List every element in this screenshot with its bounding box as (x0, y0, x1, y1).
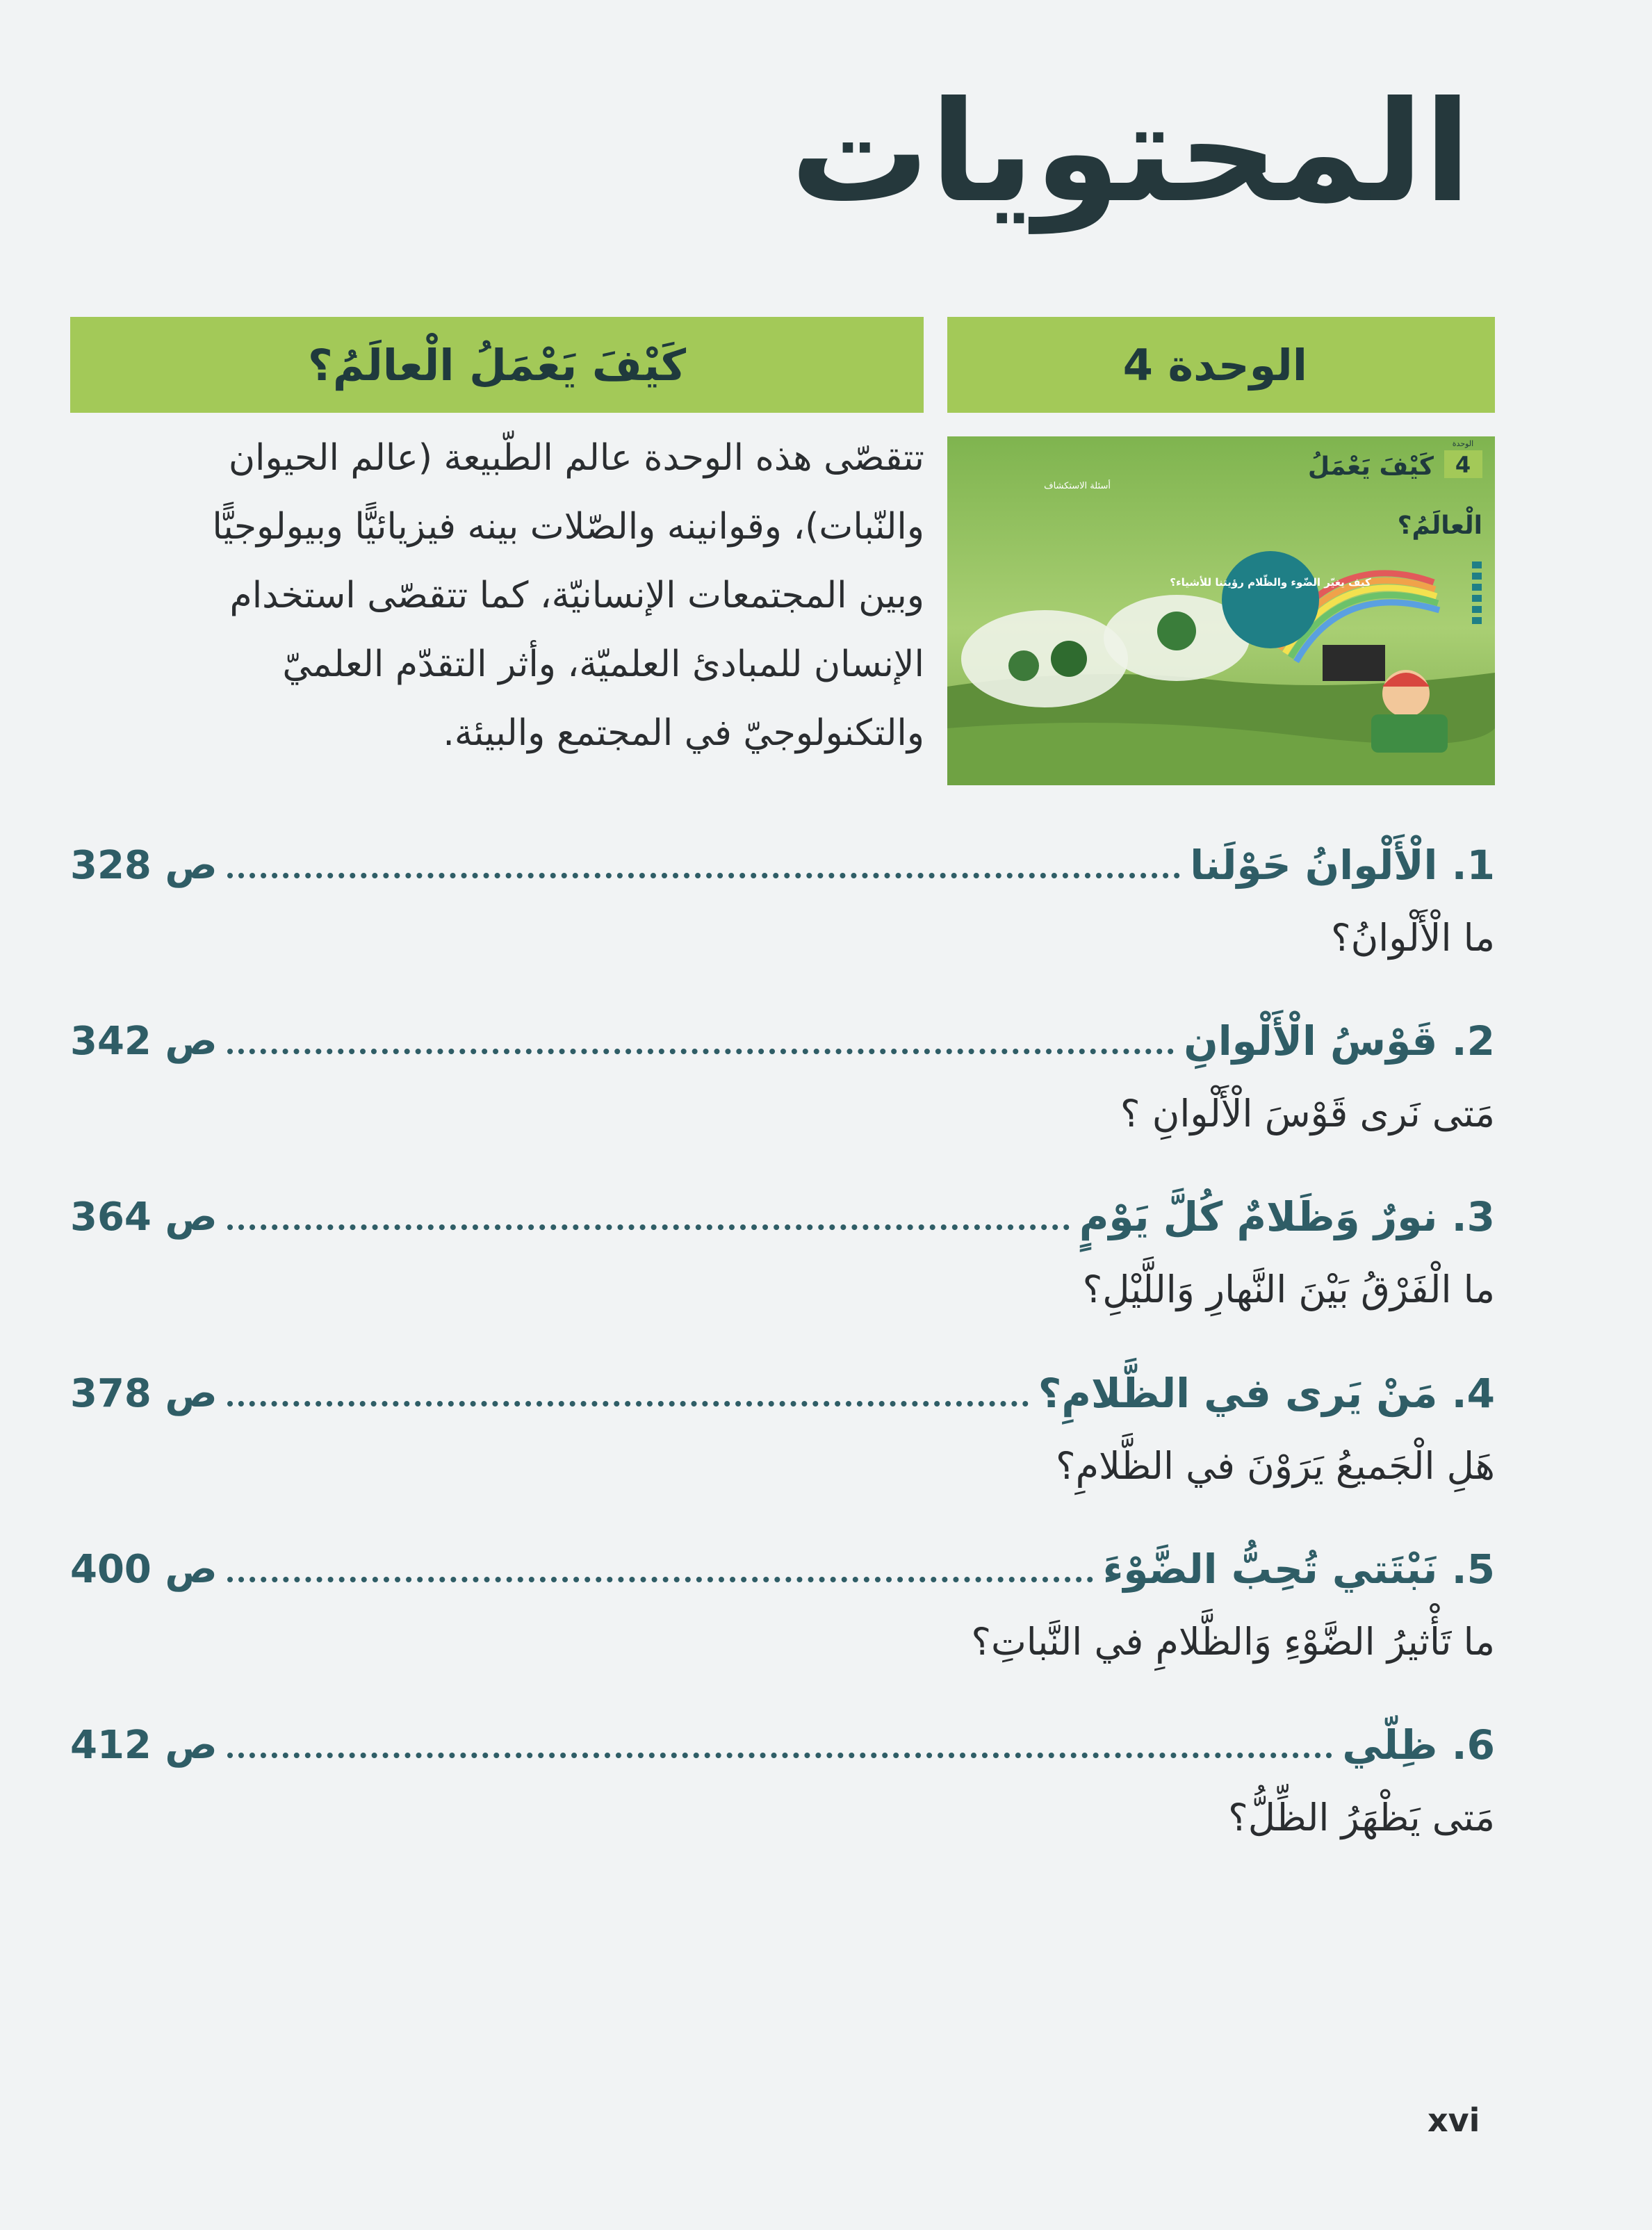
page-title: المحتويات (790, 72, 1471, 233)
toc-entry-row[interactable] (70, 1010, 1495, 1072)
intro-line: تتقصّى هذه الوحدة عالم الطّبيعة (عالم الحيوان (228, 437, 924, 479)
plant-pot-icon (1051, 641, 1087, 677)
toc-entry-row[interactable] (70, 1714, 1495, 1776)
thought-cloud-left (961, 610, 1128, 707)
question-bubble-text: كيف يغيّر الضّوء والظّلام رؤيتنا للأشياء؟ (1170, 576, 1371, 589)
lesson-question: مَتى نَرى قَوْسَ الْأَلْوانِ ؟ (1120, 1092, 1495, 1136)
plant-pot-icon (1008, 650, 1039, 681)
toc-entry-row[interactable] (70, 1538, 1495, 1600)
dot-leader (227, 1753, 1333, 1758)
lesson-question: هَلِ الْجَميعُ يَرَوْنَ في الظَّلامِ؟ (1055, 1444, 1495, 1488)
cover-unit-word: الوحدة (1452, 439, 1474, 448)
unit-cover-image (947, 436, 1495, 785)
lesson-question: ما تَأْثيرُ الضَّوْءِ وَالظَّلامِ في النَّباتِ؟ (971, 1620, 1495, 1664)
cover-unit-number: 4 (1455, 452, 1471, 478)
intro-line: والنّبات)، وقوانينه والصّلات بينه فيزيائيًّا وبيولوجيًّا (212, 506, 924, 548)
intro-line: الإنسان للمبادئ العلميّة، وأثر التقدّم العلميّ (282, 643, 924, 685)
unit-title-band (70, 317, 924, 413)
toc-entry-row[interactable] (70, 834, 1495, 896)
unit-intro (125, 424, 924, 768)
question-bubble (1222, 551, 1319, 648)
lesson-title[interactable]: 4. مَنْ يَرى في الظَّلامِ؟ (1038, 1370, 1495, 1417)
unit-label-band (947, 317, 1495, 413)
page-number: xvi (1428, 2101, 1480, 2139)
lesson-page[interactable]: ص 364 (70, 1194, 218, 1240)
lesson-page[interactable]: ص 342 (70, 1018, 218, 1064)
unit-label: الوحدة 4 (1122, 339, 1307, 391)
unit-title: كَيْفَ يَعْمَلُ الْعالَمُ؟ (307, 339, 687, 391)
lesson-page[interactable]: ص 412 (70, 1722, 218, 1768)
dot-leader (227, 1049, 1175, 1054)
dot-leader (227, 873, 1180, 878)
cover-title-line1: كَيْفَ يَعْمَلُ (1307, 452, 1434, 481)
lesson-title[interactable]: 3. نورٌ وَظَلامٌ كُلَّ يَوْمٍ (1079, 1193, 1495, 1240)
toc-entry-row[interactable] (70, 1186, 1495, 1248)
intro-line: والتكنولوجيّ في المجتمع والبيئة. (443, 712, 924, 754)
lesson-question: مَتى يَظْهَرُ الظِّلُّ؟ (1228, 1796, 1495, 1839)
lesson-title[interactable]: 6. ظِلّي (1342, 1721, 1495, 1769)
cover-side-heading: أسئلة الاستكشاف (1044, 481, 1111, 491)
lesson-page[interactable]: ص 328 (70, 842, 218, 888)
cover-title-line2: الْعالَمُ؟ (1397, 511, 1482, 540)
lesson-page[interactable]: ص 400 (70, 1546, 218, 1592)
lesson-question: ما الْفَرْقُ بَيْنَ النَّهارِ وَاللَّيْلِ؟ (1082, 1268, 1495, 1311)
intro-line: وبين المجتمعات الإنسانيّة، كما تتقصّى استخدام (229, 575, 924, 616)
lesson-page[interactable]: ص 378 (70, 1370, 218, 1416)
toc-entry-row[interactable] (70, 1362, 1495, 1425)
laptop-icon (1323, 645, 1385, 681)
plant-icon (1157, 612, 1196, 650)
cover-illustration (947, 436, 1495, 785)
lesson-question: ما الْأَلْوانُ؟ (1330, 916, 1495, 960)
lesson-title[interactable]: 1. الْأَلْوانُ حَوْلَنا (1190, 842, 1495, 889)
dot-leader (227, 1577, 1093, 1582)
lesson-title[interactable]: 5. نَبْتَتي تُحِبُّ الضَّوْءَ (1102, 1546, 1495, 1593)
dot-leader (227, 1224, 1070, 1230)
dot-leader (227, 1401, 1029, 1407)
lesson-title[interactable]: 2. قَوْسُ الْأَلْوانِ (1184, 1017, 1495, 1065)
